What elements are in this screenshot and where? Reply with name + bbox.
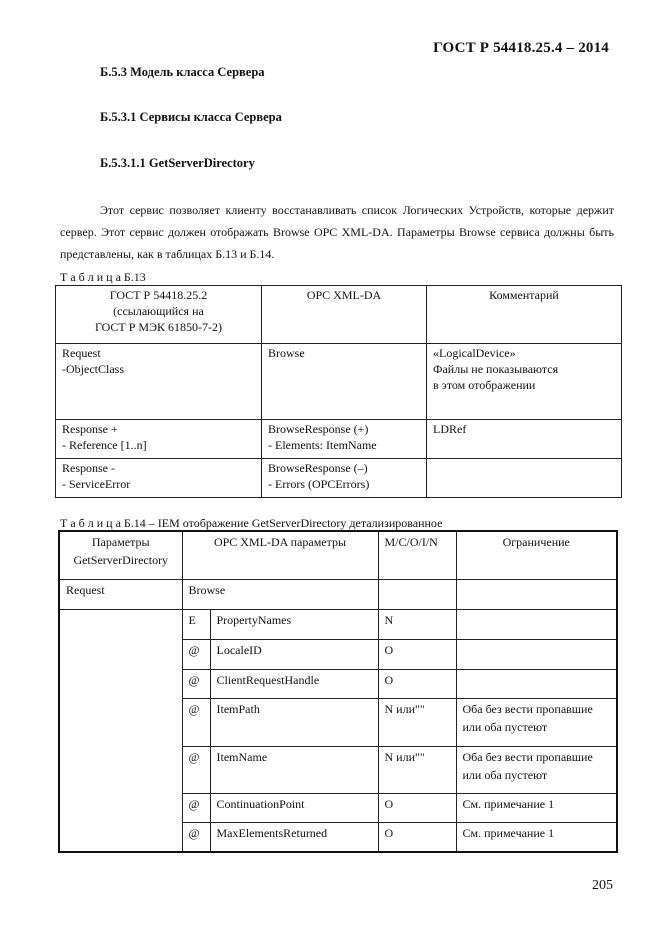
table-cell: Оба без вести пропавшие или оба пустеют — [456, 698, 617, 746]
table-cell: LocaleID — [210, 639, 378, 669]
table14-header-row — [59, 531, 617, 579]
table-cell: N или"" — [378, 746, 456, 793]
table14-header-cell: M/C/O/I/N — [378, 531, 456, 579]
table-cell-empty — [59, 609, 182, 852]
table-cell: E — [182, 609, 210, 639]
table-cell: Browse — [262, 344, 427, 420]
table-cell: N или"" — [378, 698, 456, 746]
table-cell: O — [378, 793, 456, 822]
table-cell: BrowseResponse (+) - Elements: ItemName — [262, 420, 427, 459]
table-cell: Response - - ServiceError — [56, 459, 262, 498]
table-cell — [456, 639, 617, 669]
page-number: 205 — [592, 878, 613, 893]
table13-header-cell: OPC XML-DA — [262, 286, 427, 344]
table14-header-cell: OPC XML-DA параметры — [182, 531, 378, 579]
table-cell: PropertyNames — [210, 609, 378, 639]
table-b14 — [58, 530, 618, 853]
table-cell: LDRef — [427, 420, 622, 459]
section-heading-b531: Б.5.3.1 Сервисы класса Сервера — [100, 110, 282, 124]
table-cell: @ — [182, 639, 210, 669]
table-row — [56, 344, 622, 420]
table13-header-cell: ГОСТ Р 54418.25.2 (ссылающийся на ГОСТ Р МЭК 61850-7-2) — [56, 286, 262, 344]
table13-header-cell: Комментарий — [427, 286, 622, 344]
table14-header-cell: Параметры GetServerDirectory — [59, 531, 182, 579]
table-cell — [427, 459, 622, 498]
table-cell: @ — [182, 793, 210, 822]
table-cell: ContinuationPoint — [210, 793, 378, 822]
table-cell: Оба без вести пропавшие или оба пустеют — [456, 746, 617, 793]
table-cell: BrowseResponse (–) - Errors (OPCErrors) — [262, 459, 427, 498]
table-row — [56, 420, 622, 459]
table-cell — [456, 609, 617, 639]
table-cell: O — [378, 669, 456, 698]
paragraph-text: Этот сервис позволяет клиенту восстанавливать список Логических Устройств, которые держит сервер. Этот сервис должен отображать Browse OPC XML-DA. Параметры Browse сервиса должны быть представлены, как в таблицах Б.13 и Б.14. — [60, 203, 614, 261]
document-header: ГОСТ Р 54418.25.4 – 2014 — [433, 40, 609, 56]
table-cell: См. примечание 1 — [456, 822, 617, 852]
table-cell: @ — [182, 822, 210, 852]
table-cell: @ — [182, 698, 210, 746]
table-cell — [456, 669, 617, 698]
section-heading-b5311: Б.5.3.1.1 GetServerDirectory — [100, 156, 255, 170]
table-row — [56, 459, 622, 498]
table-row — [59, 609, 617, 639]
table-cell: ItemPath — [210, 698, 378, 746]
table-cell: @ — [182, 669, 210, 698]
body-paragraph — [60, 199, 614, 265]
request-cell: Request — [59, 579, 182, 609]
table13-caption: Т а б л и ц а Б.13 — [60, 270, 146, 284]
table-cell — [456, 579, 617, 609]
table-cell: ClientRequestHandle — [210, 669, 378, 698]
table-cell — [378, 579, 456, 609]
table13-header-row — [56, 286, 622, 344]
table-cell: O — [378, 639, 456, 669]
table-cell: O — [378, 822, 456, 852]
table-cell: Response + - Reference [1..n] — [56, 420, 262, 459]
browse-cell: Browse — [182, 579, 378, 609]
table-cell: ItemName — [210, 746, 378, 793]
table-cell: N — [378, 609, 456, 639]
table-cell: «LogicalDevice» Файлы не показываются в этом отображении — [427, 344, 622, 420]
table14-caption: Т а б л и ц а Б.14 – IEM отображение GetServerDirectory детализированное — [60, 516, 443, 530]
section-heading-b53: Б.5.3 Модель класса Сервера — [100, 65, 265, 79]
table-row — [59, 579, 617, 609]
table-cell: MaxElementsReturned — [210, 822, 378, 852]
table-cell: @ — [182, 746, 210, 793]
table-cell: Request -ObjectClass — [56, 344, 262, 420]
table-b13 — [55, 285, 622, 498]
table-cell: См. примечание 1 — [456, 793, 617, 822]
table14-header-cell: Ограничение — [456, 531, 617, 579]
